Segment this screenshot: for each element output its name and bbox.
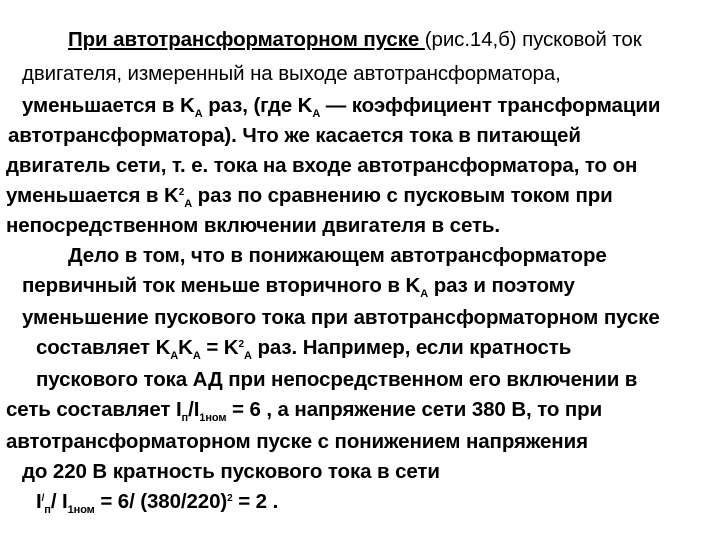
p1-line-3-part1: уменьшается в K: [22, 94, 195, 117]
p1-line-3: [22, 94, 660, 121]
heading-autotransformer-start: При автотрансформаторном пуске: [68, 28, 425, 51]
p2-line-2-part2: раз и поэтому: [428, 274, 575, 297]
p2-line-9: [36, 490, 278, 518]
p1-line-7: непосредственном включении двигателя в сеть.: [6, 214, 501, 237]
p1-line-1-rest: (рис.14,б) пусковой ток: [424, 28, 642, 51]
p2-line-4-sub3: A: [243, 350, 252, 362]
p2-line-4-part1: составляет K: [36, 336, 171, 359]
p2-line-9-part4: = 2 .: [232, 490, 279, 513]
p1-line-5: двигатель сети, т. е. тока на входе автотрансформатора, то он: [6, 154, 638, 177]
p2-line-5: пускового тока АД при непосредственном его включении в: [36, 368, 638, 391]
p2-line-6-sub1: п: [181, 412, 189, 424]
p2-line-9-part3: = 6/ (380/220): [94, 490, 228, 513]
p2-line-2: [22, 274, 575, 301]
p2-line-4-sub2: A: [192, 350, 201, 362]
p1-line-6-sup: 2: [178, 187, 185, 198]
p2-line-9-part2: / I: [50, 490, 68, 513]
p2-line-7: автотрансформаторном пуске с понижением напряжения: [6, 430, 588, 453]
p2-line-6-part3: = 6 , а напряжение сети 380 В, то при: [226, 398, 603, 421]
p2-line-8: до 220 В кратность пускового тока в сети: [22, 460, 440, 483]
p2-line-9-sup2: 2: [227, 493, 233, 504]
p2-line-2-sub: A: [420, 288, 429, 300]
p2-line-6-part1: сеть составляет I: [6, 398, 182, 421]
p1-line-6: [6, 184, 613, 212]
p1-line-6-part1: уменьшается в K: [6, 184, 179, 207]
p2-line-4-part2: K: [178, 336, 193, 359]
p2-line-4-sup: 2: [238, 339, 244, 350]
p1-line-3-part3: — коэффициент трансформации: [320, 94, 661, 117]
p1-line-6-sub: A: [184, 198, 193, 210]
p1-line-3-sub2: A: [312, 108, 321, 120]
p2-line-6: [6, 398, 602, 425]
p1-line-2: двигателя, измеренный на выходе автотрансформатора,: [22, 62, 561, 85]
p2-line-9-sub2: 1ном: [67, 504, 95, 516]
p1-line-1: [68, 28, 642, 52]
p2-line-9-part1: I: [36, 490, 42, 513]
p2-line-1: Дело в том, что в понижающем автотрансформаторе: [68, 244, 607, 267]
p2-line-4-part4: раз. Например, если кратность: [251, 336, 572, 359]
p2-line-4-part3: = K: [200, 336, 239, 359]
p1-line-4: автотрансформатора). Что же касается тока в питающей: [8, 124, 581, 147]
p1-line-3-sub1: A: [194, 108, 203, 120]
p2-line-2-part1: первичный ток меньше вторичного в K: [22, 274, 421, 297]
p2-line-9-sup: /: [41, 493, 45, 504]
p2-line-4-sub1: A: [170, 350, 179, 362]
p2-line-3: уменьшение пускового тока при автотрансформаторном пуске: [22, 306, 660, 329]
p1-line-3-part2: раз, (где K: [202, 94, 313, 117]
p2-line-4: [36, 336, 571, 364]
p2-line-9-sub1: п: [44, 504, 51, 516]
p1-line-6-part2: раз по сравнению с пусковым током при: [192, 184, 613, 207]
p2-line-6-sub2: 1ном: [199, 412, 227, 424]
p2-line-6-part2: /I: [188, 398, 200, 421]
